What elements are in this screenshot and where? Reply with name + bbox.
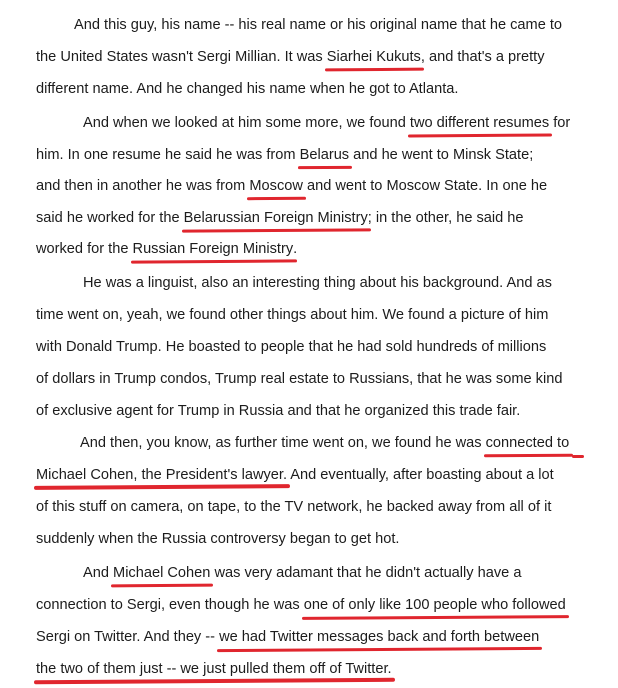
text-line-5: him. In one resume he said he was from Belarus and he went to Minsk State; bbox=[36, 147, 534, 163]
highlight-pulled-off-twitter: the two of them just -- we just pulled them off of Twitter. bbox=[36, 661, 392, 677]
text-line-12: of dollars in Trump condos, Trump real estate to Russians, that he was some kind bbox=[36, 371, 563, 387]
text-line-21 bbox=[36, 660, 392, 678]
text-line-11: with Donald Trump. He boasted to people that he had sold hundreds of millions bbox=[36, 339, 547, 355]
highlight-russian-foreign-ministry: Russian Foreign Ministry bbox=[132, 241, 294, 257]
highlight-one-of-100-followers: one of only like 100 people who followed bbox=[303, 597, 566, 613]
text-line-18: And Michael Cohen was very adamant that he didn't actually have a bbox=[83, 565, 522, 581]
text-line-20: Sergi on Twitter. And they -- we had Twitter messages back and forth between bbox=[36, 629, 540, 645]
text-line-10: time went on, yeah, we found other things about him. We found a picture of him bbox=[36, 307, 549, 323]
highlight-two-different-resumes: two different resumes bbox=[409, 115, 550, 131]
text-line-19: connection to Sergi, even though he was one of only like 100 people who followed bbox=[36, 597, 566, 613]
highlight-michael-cohen: Michael Cohen bbox=[113, 565, 211, 581]
highlight-belarussian-foreign-ministry: Belarussian Foreign Ministry bbox=[183, 210, 368, 226]
highlight-connected-to: connected to bbox=[485, 435, 570, 451]
text-line-9: He was a linguist, also an interesting thing about his background. And as bbox=[83, 275, 552, 291]
text-line-16: of this stuff on camera, on tape, to the TV network, he backed away from all of it bbox=[36, 499, 552, 515]
text-line-7: said he worked for the Belarussian Foreign Ministry; in the other, he said he bbox=[36, 210, 524, 226]
highlight-twitter-messages: we had Twitter messages back and forth between bbox=[219, 629, 540, 645]
text-line-17: suddenly when the Russia controversy began to get hot. bbox=[36, 531, 400, 547]
text-line-6: and then in another he was from Moscow and went to Moscow State. In one he bbox=[36, 178, 548, 194]
text-line-1: And this guy, his name -- his real name or his original name that he came to bbox=[74, 17, 563, 33]
text-line-15: Michael Cohen, the President's lawyer. And eventually, after boasting about a lot bbox=[36, 467, 554, 483]
text-line-4: And when we looked at him some more, we found two different resumes for bbox=[83, 115, 571, 131]
text-line-13: of exclusive agent for Trump in Russia and that he organized this trade fair. bbox=[36, 403, 521, 419]
text-line-14: And then, you know, as further time went on, we found he was connected to bbox=[80, 435, 570, 451]
text-line-2: the United States wasn't Sergi Millian. It was Siarhei Kukuts, and that's a pretty bbox=[36, 49, 545, 65]
highlight-siarhei-kukuts: Siarhei Kukuts bbox=[326, 49, 421, 65]
highlight-belarus: Belarus bbox=[299, 147, 350, 163]
text-line-8: worked for the Russian Foreign Ministry. bbox=[36, 241, 298, 257]
highlight-michael-cohen-lawyer: Michael Cohen, the President's lawyer. bbox=[36, 467, 288, 483]
underline-continuation bbox=[572, 455, 584, 458]
highlight-moscow: Moscow bbox=[249, 178, 303, 194]
text-line-3: different name. And he changed his name when he got to Atlanta. bbox=[36, 81, 459, 97]
